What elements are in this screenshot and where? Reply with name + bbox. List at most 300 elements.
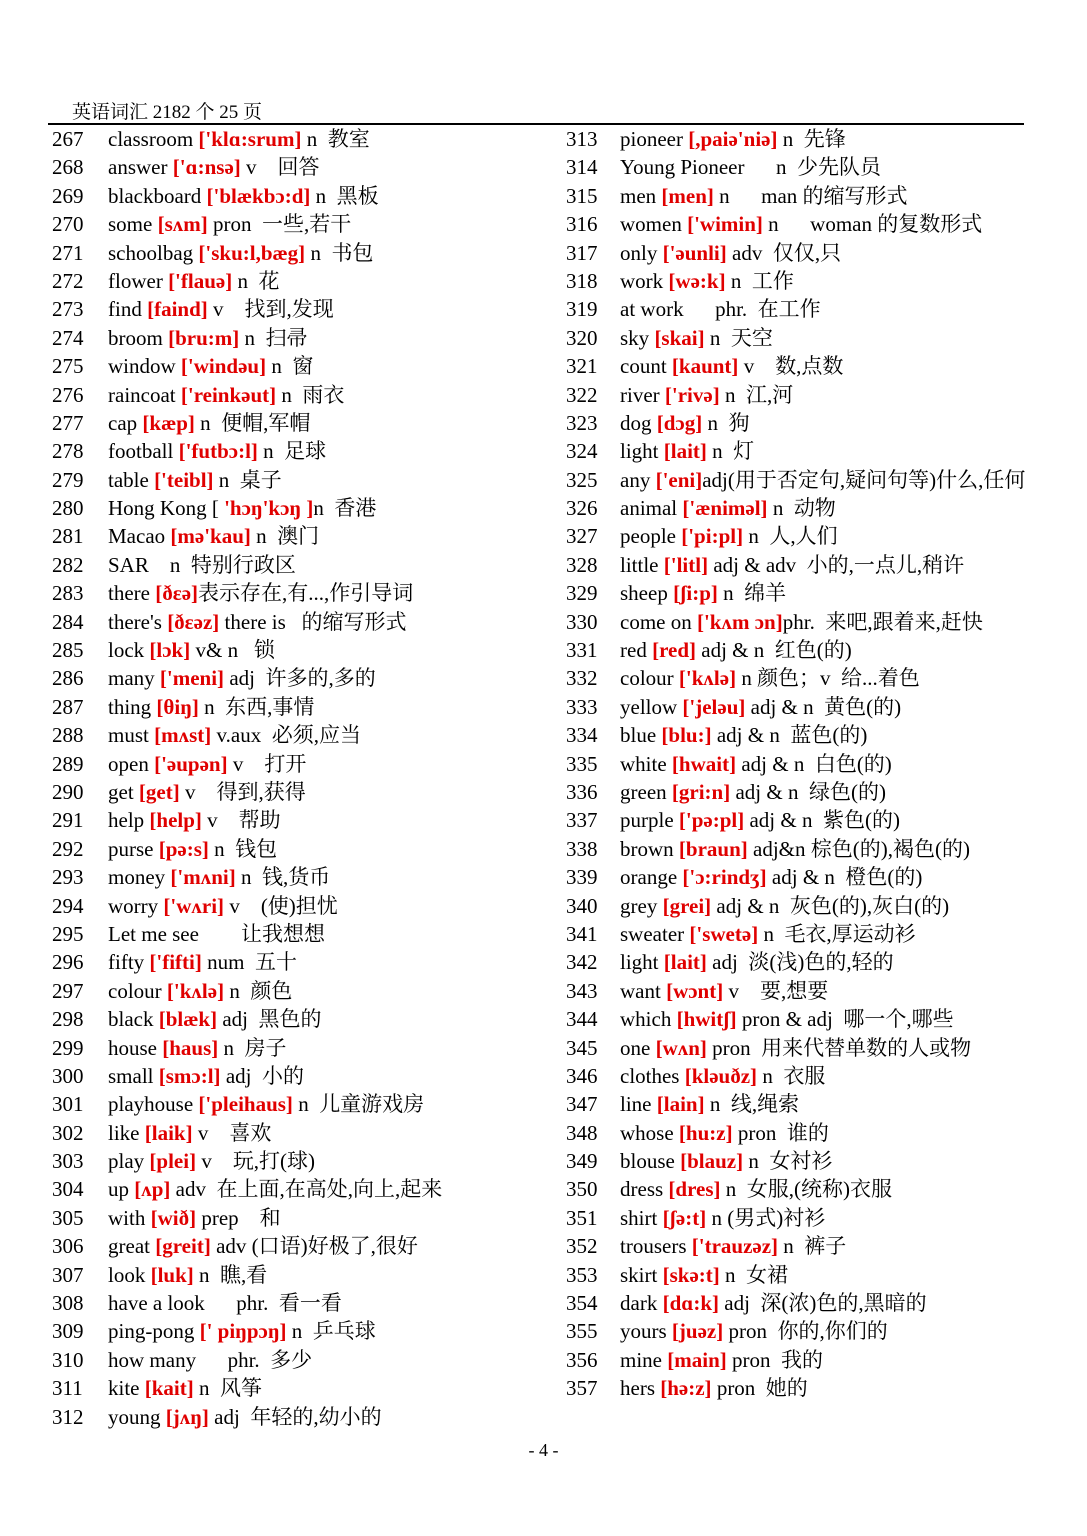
entry-definition: n 黑板 [310,183,379,208]
entry-number: 270 [52,212,84,237]
entry-number: 281 [52,524,84,549]
entry-definition: adj 年轻的,幼小的 [208,1404,382,1429]
vocab-entry [48,1261,558,1289]
entry-phonetic: [kaunt] [671,354,739,379]
vocab-entry [564,721,1034,749]
entry-phonetic: [plei] [149,1149,197,1174]
entry-word: come on [620,609,697,634]
entry-number: 277 [52,410,84,435]
entry-definition: n 桌子 [213,467,282,492]
entry-word: colour [620,666,679,691]
vocab-entry [564,693,1034,721]
entry-word: up [108,1177,135,1202]
entry-word: ping-pong [108,1319,200,1344]
vocab-entry [48,892,558,920]
entry-word: Let me see 让我想想 [108,921,325,946]
entry-word: Hong Kong [ [108,496,225,521]
entry-definition: adj & n 红色(的) [696,638,852,663]
entry-definition: v 回答 [240,155,320,180]
entry-definition: n 衣服 [757,1063,826,1088]
entry-word: answer [108,155,173,180]
entry-number: 271 [52,240,84,265]
entry-definition: pron 谁的 [732,1120,829,1145]
entry-word: skirt [620,1262,663,1287]
entry-word: worry [108,893,164,918]
entry-number: 332 [566,666,598,691]
entry-definition: pron & adj 哪一个,哪些 [736,1007,954,1032]
entry-phonetic: [mə'kau] [170,524,251,549]
vocab-entry [48,239,558,267]
entry-phonetic: [lain] [656,1092,705,1117]
vocab-entry [564,1175,1034,1203]
vocab-entry [564,125,1034,153]
entry-word: blackboard [108,183,207,208]
entry-definition: n 工作 [725,268,794,293]
entry-number: 357 [566,1376,598,1401]
entry-number: 311 [52,1376,83,1401]
page-header: 英语词汇 2182 个 25 页 [72,102,263,123]
entry-definition: v& n 锁 [190,638,275,663]
vocab-entry [48,1005,558,1033]
entry-definition: adj 黑色的 [217,1007,322,1032]
vocab-entry [48,551,558,579]
entry-phonetic: ['kʌlə] [678,666,737,691]
entry-phonetic: ['pi:pl] [681,524,744,549]
entry-word: women [620,212,688,237]
entry-phonetic: [blu:] [661,723,712,748]
vocab-entry [564,920,1034,948]
entry-number: 298 [52,1007,84,1032]
vocab-entry [48,806,558,834]
entry-number: 316 [566,212,598,237]
entry-phonetic: [hə:z] [660,1376,712,1401]
entry-definition: num 五十 [201,950,297,975]
entry-word: play [108,1149,150,1174]
entry-number: 313 [566,127,598,151]
entry-phonetic: [' piŋpɔŋ] [199,1319,287,1344]
vocab-entry [48,778,558,806]
entry-word: purple [620,808,679,833]
entry-word: blouse [620,1149,681,1174]
entry-definition: n 澳门 [250,524,320,549]
entry-word: blue [620,723,662,748]
vocab-entry [48,835,558,863]
entry-number: 341 [566,921,598,946]
vocab-entry [564,210,1034,238]
vocab-entry [564,778,1034,806]
entry-number: 330 [566,609,598,634]
entry-word: one [620,1035,656,1060]
vocab-entry [564,664,1034,692]
entry-number: 292 [52,836,84,861]
entry-word: lock [108,638,150,663]
entry-phonetic: ['wimin] [687,212,763,237]
vocab-entry [564,806,1034,834]
entry-definition: adj & n 紫色(的) [744,808,900,833]
entry-number: 325 [566,467,598,492]
entry-phonetic: [kait] [144,1376,194,1401]
entry-number: 290 [52,779,84,804]
vocab-entry [48,1147,558,1175]
entry-phonetic: ['meni] [159,666,225,691]
entry-phonetic: ['pleihaus] [198,1092,293,1117]
vocab-entry [564,466,1034,494]
entry-phonetic: [dres] [668,1177,721,1202]
vocab-entry [48,1119,558,1147]
vocab-entry [564,1147,1034,1175]
vocab-entry [48,522,558,550]
entry-number: 273 [52,297,84,322]
entry-definition: adv 仅仅,只 [726,240,842,265]
entry-phonetic: [wɔnt] [666,978,724,1003]
entry-phonetic: [ðεə] [155,581,199,606]
entry-number: 320 [566,325,598,350]
entry-definition: adj 淡(浅)色的,轻的 [706,950,894,975]
entry-word: raincoat [108,382,181,407]
entry-number: 304 [52,1177,84,1202]
entry-word: sweater [620,921,690,946]
entry-number: 337 [566,808,598,833]
entry-word: at work phr. 在工作 [620,297,821,322]
entry-phonetic: [wʌn] [655,1035,707,1060]
entry-word: yellow [620,694,683,719]
entry-definition: n 东西,事情 [198,694,315,719]
entry-phonetic: ['fifti] [149,950,202,975]
entry-word: men [620,183,662,208]
entry-number: 351 [566,1205,598,1230]
vocab-entry [48,182,558,210]
entry-phonetic: ['litl] [663,552,709,577]
vocab-entry [564,437,1034,465]
entry-number: 355 [566,1319,598,1344]
entry-number: 306 [52,1234,84,1259]
entry-word: colour [108,978,167,1003]
vocab-entry [48,1289,558,1317]
entry-definition: adj 许多的,多的 [224,666,376,691]
entry-phonetic: [men] [661,183,714,208]
entry-phonetic: [juəz] [671,1319,724,1344]
entry-number: 350 [566,1177,598,1202]
entry-word: animal [620,496,683,521]
entry-number: 272 [52,268,84,293]
entry-number: 333 [566,694,598,719]
entry-phonetic: [red] [652,638,697,663]
entry-word: green [620,780,672,804]
entry-definition: adj & n 黄色(的) [745,694,902,719]
entry-definition: n 窗 [266,354,314,379]
entry-number: 319 [566,297,598,322]
vocab-entry [48,1090,558,1118]
entry-word: classroom [108,127,199,151]
entry-phonetic: ['æniməl] [682,496,768,521]
entry-definition: phr. 来吧,跟着来,赶快 [782,609,983,634]
entry-definition: n 狗 [702,410,750,435]
entry-word: broom [108,325,169,350]
entry-phonetic: [faind] [147,297,208,322]
entry-number: 315 [566,183,598,208]
entry-definition: v.aux 必须,应当 [211,723,361,748]
entry-word: with [108,1205,151,1230]
entry-number: 339 [566,865,598,890]
entry-definition: v 得到,获得 [179,779,306,804]
entry-word: have a look phr. 看一看 [108,1291,342,1316]
vocab-entry [564,239,1034,267]
entry-definition: n 香港 [313,496,377,521]
entry-number: 356 [566,1347,598,1372]
entry-definition: n 乒乓球 [286,1319,376,1344]
entry-definition: n 钱包 [208,836,278,861]
entry-phonetic: [haus] [162,1035,219,1060]
left-column [48,125,558,1431]
entry-word: young [108,1404,166,1429]
entry-number: 336 [566,780,598,804]
entry-number: 331 [566,638,598,663]
entry-phonetic: ['pə:pl] [678,808,745,833]
entry-number: 342 [566,950,598,975]
entry-word: purse [108,836,159,861]
vocab-entry [48,1317,558,1345]
entry-number: 353 [566,1262,598,1287]
entry-word: dark [620,1291,663,1316]
entry-word: thing [108,694,157,719]
entry-definition: n 裤子 [778,1234,847,1259]
entry-definition: v 数,点数 [738,354,844,379]
entry-number: 346 [566,1063,598,1088]
entry-definition: adj & n 灰色(的),灰白(的) [711,893,950,918]
vocab-entry [48,636,558,664]
entry-definition: n 瞧,看 [193,1262,268,1287]
entry-number: 310 [52,1347,84,1372]
entry-phonetic: [θiŋ] [156,694,199,719]
entry-word: table [108,467,155,492]
entry-phonetic: ['jeləu] [682,694,746,719]
entry-word: want [620,978,667,1003]
entry-phonetic: [ʃi:p] [673,581,718,606]
entry-phonetic: [hwait] [671,751,737,776]
entry-phonetic: ['wʌri] [163,893,225,918]
entry-definition: n 女衬衫 [743,1149,833,1174]
entry-word: people [620,524,682,549]
entry-number: 338 [566,836,598,861]
entry-word: which [620,1007,677,1032]
vocab-entry [564,1232,1034,1260]
entry-word: clothes [620,1063,685,1088]
entry-phonetic: ['ɑ:nsə] [172,155,241,180]
entry-word: look [108,1262,151,1287]
entry-definition: pron 一些,若干 [207,212,352,237]
vocab-entry [564,1119,1034,1147]
entry-number: 302 [52,1120,84,1145]
vocab-entry [48,1034,558,1062]
entry-definition: n 颜色 [224,978,293,1003]
entry-phonetic: [blauz] [680,1149,744,1174]
entry-number: 296 [52,950,84,975]
entry-phonetic: 'hɔŋ'kɔŋ ] [224,496,314,521]
vocab-entry [564,608,1034,636]
entry-phonetic: [kləuðz] [684,1063,758,1088]
entry-phonetic: [dɔg] [656,410,703,435]
entry-definition: adj & n 白色(的) [736,751,892,776]
entry-number: 280 [52,496,84,521]
entry-phonetic: [pə:s] [158,836,209,861]
entry-phonetic: [braun] [678,836,748,861]
entry-definition: n woman 的复数形式 [762,212,983,237]
entry-definition: n 雨衣 [276,382,345,407]
entry-phonetic: ['sku:l,bæg] [198,240,306,265]
entry-number: 343 [566,978,598,1003]
entry-number: 269 [52,183,84,208]
vocab-entry [564,352,1034,380]
entry-word: flower [108,268,169,293]
entry-definition: n 江,河 [719,382,794,407]
entry-number: 352 [566,1234,598,1259]
entry-phonetic: [ʌp] [134,1177,171,1202]
entry-word: money [108,865,171,890]
entry-number: 294 [52,893,84,918]
entry-number: 308 [52,1291,84,1316]
entry-number: 295 [52,921,84,946]
entry-phonetic: ['əupən] [154,751,228,776]
entry-number: 284 [52,609,84,634]
entry-definition: pron 我的 [726,1347,823,1372]
entry-definition: n 颜色；v 给...着色 [736,666,920,691]
entry-definition: v 找到,发现 [207,297,334,322]
entry-number: 322 [566,382,598,407]
vocab-entry [564,267,1034,295]
vocab-entry [48,1062,558,1090]
entry-definition: adj & n 蓝色(的) [711,723,868,748]
vocab-entry [48,1403,558,1431]
entry-phonetic: [bru:m] [168,325,240,350]
vocab-entry [564,153,1034,181]
entry-number: 323 [566,410,598,435]
entry-definition: 表示存在,有...,作引导词 [198,581,414,606]
entry-definition: adj&n 棕色(的),褐色(的) [747,836,970,861]
entry-phonetic: ['rivə] [664,382,720,407]
entry-number: 340 [566,893,598,918]
vocab-entry [564,948,1034,976]
entry-definition: n 线,绳索 [704,1092,800,1117]
vocab-entry [48,153,558,181]
entry-definition: pron 你的,你们的 [723,1319,888,1344]
entry-phonetic: ['teibl] [154,467,214,492]
entry-definition: v 喜欢 [192,1120,272,1145]
entry-phonetic: [hu:z] [678,1120,733,1145]
entry-definition: v (使)担忧 [224,893,338,918]
entry-word: black [108,1007,159,1032]
entry-phonetic: [main] [667,1347,727,1372]
entry-word: must [108,723,155,748]
entry-phonetic: ['reinkəut] [180,382,277,407]
vocab-entry [48,1232,558,1260]
entry-phonetic: [mʌst] [154,723,212,748]
entry-phonetic: [hwitʃ] [676,1007,737,1032]
vocab-entry [564,324,1034,352]
entry-number: 267 [52,127,84,151]
entry-word: some [108,212,158,237]
entry-number: 279 [52,467,84,492]
vocab-entry [564,835,1034,863]
entry-word: work [620,268,669,293]
entry-definition: n 扫帚 [239,325,308,350]
vocab-entry [48,352,558,380]
entry-number: 283 [52,581,84,606]
entry-word: little [620,552,664,577]
vocab-entry [564,1034,1034,1062]
entry-word: sky [620,325,655,350]
entry-word: any [620,467,656,492]
entry-word: dog [620,410,657,435]
entry-phonetic: [wið] [150,1205,197,1230]
entry-definition: v 玩,打(球) [196,1149,316,1174]
right-column [564,125,1034,1403]
entry-number: 329 [566,581,598,606]
entry-definition: n 先锋 [777,127,846,151]
entry-definition: n man 的缩写形式 [713,183,908,208]
entry-word: help [108,808,150,833]
vocab-entry [564,381,1034,409]
entry-number: 285 [52,638,84,663]
vocab-entry [48,1374,558,1402]
entry-word: mine [620,1347,668,1372]
vocab-entry [564,1005,1034,1033]
entry-phonetic: [luk] [150,1262,194,1287]
entry-phonetic: [skə:t] [662,1262,720,1287]
entry-number: 344 [566,1007,598,1032]
entry-phonetic: [jʌŋ] [165,1404,209,1429]
entry-number: 317 [566,240,598,265]
entry-word: trousers [620,1234,692,1259]
entry-phonetic: [,paiə'niə] [688,127,778,151]
entry-number: 274 [52,325,84,350]
entry-word: grey [620,893,663,918]
entry-word: football [108,439,179,464]
entry-word: great [108,1234,156,1259]
vocab-entry [564,636,1034,664]
entry-word: like [108,1120,145,1145]
entry-phonetic: [greit] [155,1234,211,1259]
vocab-entry [48,125,558,153]
entry-phonetic: [lɔk] [149,638,191,663]
entry-phonetic: ['eni] [655,467,703,492]
vocab-entry [564,750,1034,778]
entry-phonetic: ['windəu] [180,354,267,379]
entry-word: many [108,666,160,691]
entry-definition: n 天空 [704,325,773,350]
entry-definition: v 打开 [227,751,307,776]
vocab-entry [48,863,558,891]
entry-definition: n 灯 [706,439,755,464]
vocab-entry [564,1289,1034,1317]
vocab-entry [564,522,1034,550]
entry-word: dress [620,1177,669,1202]
entry-phonetic: [blæk] [158,1007,218,1032]
entry-definition: adj & adv 小的,一点儿,稍许 [708,552,965,577]
entry-phonetic: [sʌm] [157,212,208,237]
entry-number: 282 [52,552,84,577]
entry-phonetic: [smɔ:l] [158,1063,221,1088]
entry-phonetic: [kæp] [142,410,195,435]
entry-definition: pron 她的 [711,1376,808,1401]
vocab-entry [48,920,558,948]
entry-word: small [108,1063,159,1088]
entry-phonetic: [ðεəz] [167,609,220,634]
vocab-entry [564,409,1034,437]
entry-phonetic: [get] [138,779,180,804]
entry-definition: n 钱,货币 [235,865,331,890]
entry-word: sheep [620,581,674,606]
entry-number: 299 [52,1035,84,1060]
